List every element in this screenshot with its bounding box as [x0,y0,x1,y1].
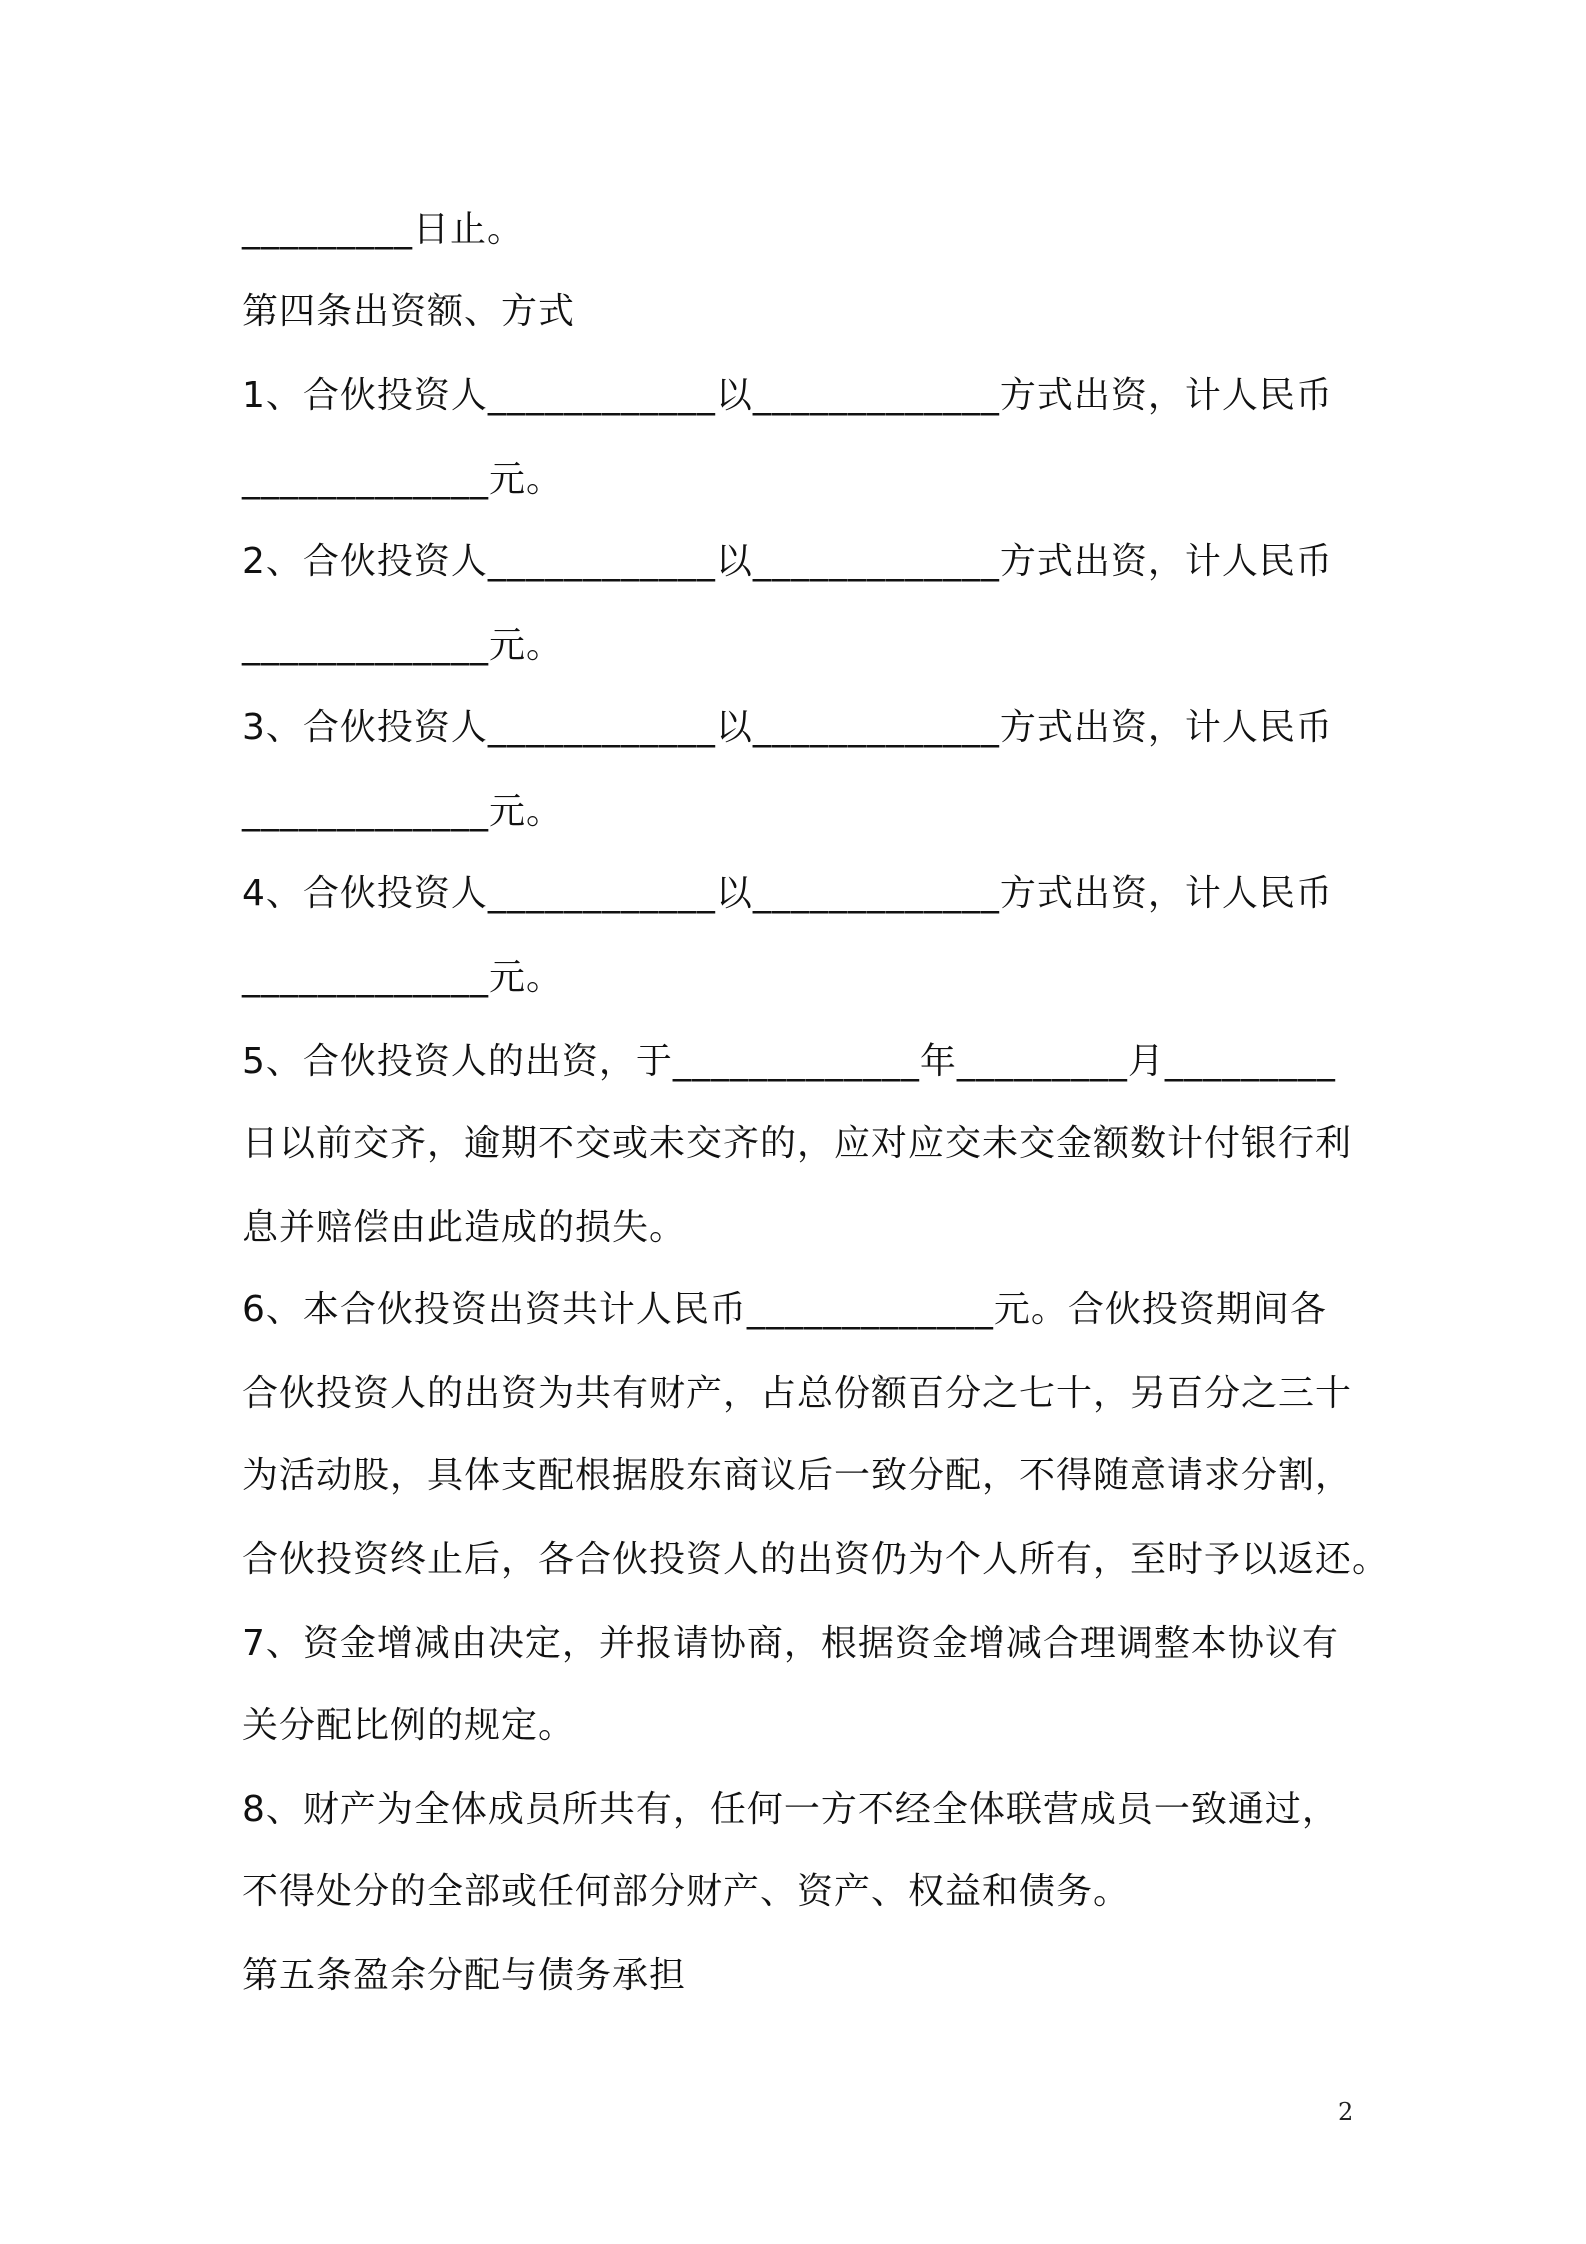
text-line: _____________元。 [242,625,564,666]
text-line: 3、合伙投资人____________以_____________方式出资，计人民币 [242,707,1333,748]
section-heading: 第五条盈余分配与债务承担 [242,1955,687,1996]
text-line: 合伙投资终止后，各合伙投资人的出资仍为个人所有，至时予以返还。 [242,1539,1390,1580]
text-line: _________日止。 [242,209,525,250]
text-line: 4、合伙投资人____________以_____________方式出资，计人民币 [242,873,1333,914]
text-line: _____________元。 [242,459,564,500]
text-line: 7、资金增减由决定，并报请协商，根据资金增减合理调整本协议有 [242,1623,1339,1664]
text-line: _____________元。 [242,791,564,832]
text-line: 5、合伙投资人的出资，于_____________年_________月_________ [242,1041,1336,1082]
section-heading: 第四条出资额、方式 [242,291,576,332]
text-line: 不得处分的全部或任何部分财产、资产、权益和债务。 [242,1871,1131,1912]
text-line: 6、本合伙投资出资共计人民币_____________元。合伙投资期间各 [242,1289,1327,1330]
text-line: 息并赔偿由此造成的损失。 [242,1207,687,1248]
text-line: 1、合伙投资人____________以_____________方式出资，计人民币 [242,375,1333,416]
text-line: _____________元。 [242,957,564,998]
page-number: 2 [1338,2098,1354,2126]
text-line: 合伙投资人的出资为共有财产，占总份额百分之七十，另百分之三十 [242,1373,1353,1414]
text-line: 关分配比例的规定。 [242,1705,576,1746]
text-line: 2、合伙投资人____________以_____________方式出资，计人民币 [242,541,1333,582]
text-line: 8、财产为全体成员所共有，任何一方不经全体联营成员一致通过， [242,1789,1339,1830]
text-line: 日以前交齐，逾期不交或未交齐的，应对应交未交金额数计付银行利 [242,1123,1353,1164]
text-line: 为活动股，具体支配根据股东商议后一致分配，不得随意请求分割， [242,1455,1353,1496]
